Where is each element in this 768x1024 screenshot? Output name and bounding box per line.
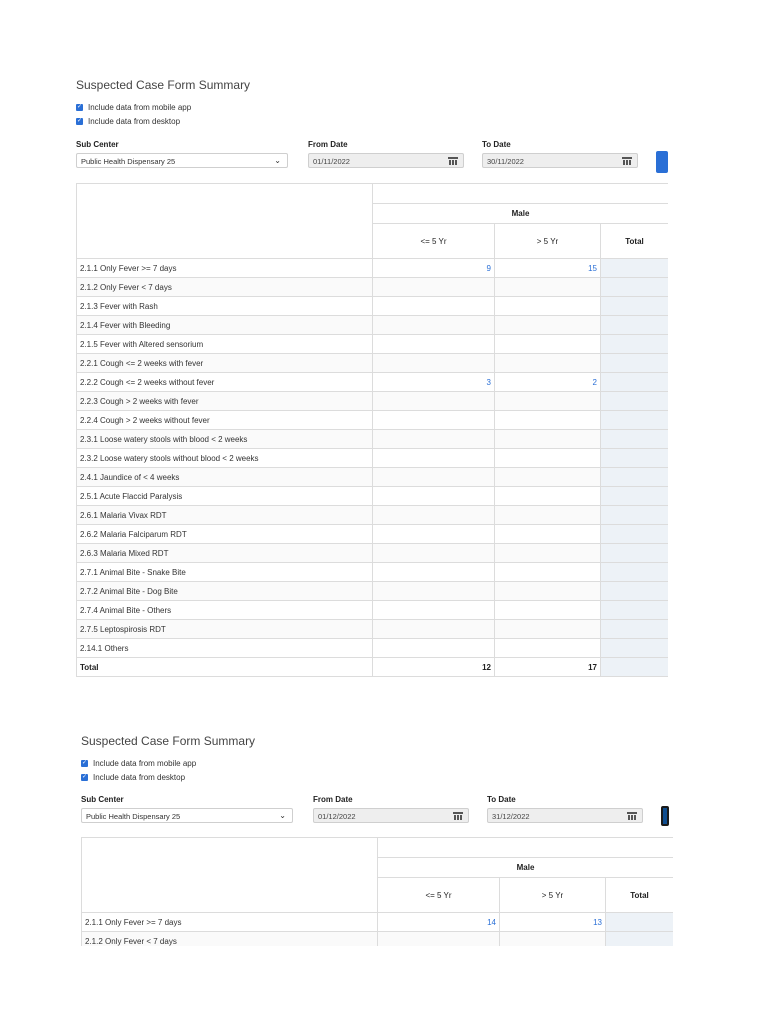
row-total-cell (606, 913, 674, 932)
row-label: 2.7.4 Animal Bite - Others (77, 601, 373, 620)
row-total-cell (606, 932, 674, 947)
sub-center-value: Public Health Dispensary 25 (81, 157, 176, 166)
row-total-cell (601, 297, 669, 316)
row-total-cell (601, 335, 669, 354)
table-row (77, 411, 669, 430)
sub-center-label: Sub Center (81, 795, 124, 804)
mobile-app-checkbox[interactable] (81, 759, 196, 768)
row-le5-cell (378, 932, 500, 947)
page-title: Suspected Case Form Summary (81, 734, 256, 748)
row-total-cell (601, 506, 669, 525)
row-le5-cell (373, 449, 495, 468)
row-gt5-cell (495, 430, 601, 449)
row-gt5-cell (495, 506, 601, 525)
row-gt5-cell (495, 601, 601, 620)
sub-center-select[interactable] (76, 153, 288, 168)
table-corner-cell (77, 184, 373, 259)
desktop-checkbox[interactable] (81, 773, 185, 782)
row-label: 2.6.3 Malaria Mixed RDT (77, 544, 373, 563)
summary-table (81, 837, 673, 946)
row-gt5-cell (495, 411, 601, 430)
column-header-le5: <= 5 Yr (378, 878, 500, 913)
total-gt5-cell: 17 (495, 658, 601, 677)
column-header-total: Total (606, 878, 674, 913)
row-label: 2.7.2 Animal Bite - Dog Bite (77, 582, 373, 601)
row-total-cell (601, 639, 669, 658)
row-gt5-cell (495, 316, 601, 335)
table-row (77, 601, 669, 620)
from-date-input[interactable] (308, 153, 464, 168)
chevron-down-icon: ⌄ (274, 156, 281, 165)
checkbox-checked-icon[interactable]: ✓ (81, 774, 88, 780)
summary-table (76, 183, 668, 677)
row-gt5-cell: 2 (495, 373, 601, 392)
from-date-label: From Date (308, 140, 348, 149)
row-gt5-cell (495, 354, 601, 373)
row-total-cell (601, 487, 669, 506)
table-row (82, 932, 674, 947)
to-date-value: 30/11/2022 (487, 157, 524, 166)
table-row (77, 525, 669, 544)
row-total-cell (601, 468, 669, 487)
sub-center-select[interactable] (81, 808, 293, 823)
row-le5-cell (373, 620, 495, 639)
row-label: 2.1.1 Only Fever >= 7 days (77, 259, 373, 278)
row-total-cell (601, 582, 669, 601)
row-gt5-cell: 13 (500, 913, 606, 932)
total-row (77, 658, 669, 677)
table-row (82, 913, 674, 932)
row-label: 2.3.1 Loose watery stools with blood < 2 weeks (77, 430, 373, 449)
row-gt5-cell (495, 639, 601, 658)
from-date-value: 01/11/2022 (313, 157, 350, 166)
row-le5-cell (373, 278, 495, 297)
row-label: 2.1.4 Fever with Bleeding (77, 316, 373, 335)
row-gt5-cell (495, 525, 601, 544)
table-row (77, 278, 669, 297)
row-gt5-cell (495, 563, 601, 582)
row-total-cell (601, 544, 669, 563)
to-date-label: To Date (482, 140, 511, 149)
row-total-cell (601, 449, 669, 468)
row-total-cell (601, 620, 669, 639)
row-label: 2.1.2 Only Fever < 7 days (82, 932, 378, 947)
to-date-value: 31/12/2022 (492, 812, 530, 821)
table-row (77, 335, 669, 354)
from-date-input[interactable] (313, 808, 469, 823)
table-row (77, 468, 669, 487)
row-gt5-cell (495, 487, 601, 506)
row-total-cell (601, 259, 669, 278)
report-panel-november (76, 76, 668, 702)
table-row (77, 259, 669, 278)
row-total-cell (601, 563, 669, 582)
row-le5-cell (373, 335, 495, 354)
table-header-spacer (378, 838, 674, 858)
table-row (77, 639, 669, 658)
table-row (77, 563, 669, 582)
row-total-cell (601, 392, 669, 411)
row-label: 2.6.1 Malaria Vivax RDT (77, 506, 373, 525)
sub-center-value: Public Health Dispensary 25 (86, 812, 181, 821)
row-gt5-cell (495, 335, 601, 354)
sub-center-label: Sub Center (76, 140, 119, 149)
row-total-cell (601, 601, 669, 620)
row-le5-cell (373, 468, 495, 487)
row-gt5-cell (495, 620, 601, 639)
chevron-down-icon: ⌄ (279, 811, 286, 820)
row-le5-cell (373, 316, 495, 335)
male-group-header: Male (378, 858, 674, 878)
row-label: 2.2.4 Cough > 2 weeks without fever (77, 411, 373, 430)
row-le5-cell: 3 (373, 373, 495, 392)
row-le5-cell (373, 392, 495, 411)
to-date-label: To Date (487, 795, 516, 804)
calendar-icon[interactable] (626, 811, 638, 821)
row-total-cell (601, 430, 669, 449)
row-label: 2.1.3 Fever with Rash (77, 297, 373, 316)
table-row (77, 506, 669, 525)
table-row (77, 297, 669, 316)
total-le5-cell: 12 (373, 658, 495, 677)
table-row (77, 430, 669, 449)
to-date-input[interactable] (487, 808, 643, 823)
row-le5-cell (373, 430, 495, 449)
table-corner-cell (82, 838, 378, 913)
table-row (77, 487, 669, 506)
calendar-icon[interactable] (452, 811, 464, 821)
checkbox-checked-icon[interactable]: ✓ (81, 760, 88, 766)
row-le5-cell: 14 (378, 913, 500, 932)
row-le5-cell (373, 506, 495, 525)
row-label: 2.7.5 Leptospirosis RDT (77, 620, 373, 639)
table-row (77, 449, 669, 468)
row-total-cell (601, 316, 669, 335)
row-le5-cell (373, 563, 495, 582)
calendar-icon[interactable] (447, 156, 459, 166)
row-gt5-cell (495, 544, 601, 563)
row-total-cell (601, 411, 669, 430)
row-le5-cell (373, 525, 495, 544)
calendar-icon[interactable] (621, 156, 633, 166)
row-gt5-cell (495, 297, 601, 316)
row-le5-cell (373, 544, 495, 563)
row-le5-cell: 9 (373, 259, 495, 278)
from-date-value: 01/12/2022 (318, 812, 356, 821)
table-body (77, 259, 669, 658)
row-total-cell (601, 278, 669, 297)
column-header-gt5: > 5 Yr (495, 224, 601, 259)
desktop-checkbox[interactable] (76, 117, 180, 126)
row-label: 2.5.1 Acute Flaccid Paralysis (77, 487, 373, 506)
page-title: Suspected Case Form Summary (76, 78, 251, 92)
male-group-header: Male (373, 204, 669, 224)
search-button[interactable] (661, 806, 669, 826)
row-le5-cell (373, 297, 495, 316)
row-le5-cell (373, 639, 495, 658)
row-label: 2.6.2 Malaria Falciparum RDT (77, 525, 373, 544)
row-le5-cell (373, 601, 495, 620)
column-header-total: Total (601, 224, 669, 259)
row-label: 2.2.3 Cough > 2 weeks with fever (77, 392, 373, 411)
column-header-le5: <= 5 Yr (373, 224, 495, 259)
row-label: 2.1.5 Fever with Altered sensorium (77, 335, 373, 354)
checkbox-label: Include data from mobile app (88, 103, 192, 112)
table-row (77, 544, 669, 563)
mobile-app-checkbox[interactable] (76, 103, 191, 112)
row-label: 2.14.1 Others (77, 639, 373, 658)
table-body (82, 913, 674, 947)
table-row (77, 582, 669, 601)
table-row (77, 354, 669, 373)
row-label: 2.4.1 Jaundice of < 4 weeks (77, 468, 373, 487)
checkbox-checked-icon[interactable]: ✓ (76, 118, 83, 124)
checkbox-label: Include data from desktop (88, 117, 181, 126)
row-total-cell (601, 525, 669, 544)
total-total-cell (601, 658, 669, 677)
row-label: 2.7.1 Animal Bite - Snake Bite (77, 563, 373, 582)
row-label: 2.1.2 Only Fever < 7 days (77, 278, 373, 297)
row-le5-cell (373, 354, 495, 373)
checkbox-label: Include data from desktop (93, 773, 186, 782)
row-total-cell (601, 354, 669, 373)
search-button[interactable] (656, 151, 668, 173)
row-label: 2.2.2 Cough <= 2 weeks without fever (77, 373, 373, 392)
row-le5-cell (373, 582, 495, 601)
table-row (77, 392, 669, 411)
row-gt5-cell (500, 932, 606, 947)
table-row (77, 316, 669, 335)
checkbox-checked-icon[interactable]: ✓ (76, 104, 83, 110)
table-row (77, 373, 669, 392)
row-gt5-cell (495, 278, 601, 297)
table-row (77, 620, 669, 639)
row-label: 2.3.2 Loose watery stools without blood < 2 weeks (77, 449, 373, 468)
row-label: 2.2.1 Cough <= 2 weeks with fever (77, 354, 373, 373)
table-header-spacer (373, 184, 669, 204)
row-label: 2.1.1 Only Fever >= 7 days (82, 913, 378, 932)
row-le5-cell (373, 411, 495, 430)
column-header-gt5: > 5 Yr (500, 878, 606, 913)
row-gt5-cell: 15 (495, 259, 601, 278)
row-gt5-cell (495, 582, 601, 601)
row-le5-cell (373, 487, 495, 506)
from-date-label: From Date (313, 795, 353, 804)
checkbox-label: Include data from mobile app (93, 759, 197, 768)
total-row-label: Total (77, 658, 373, 677)
report-panel-december (81, 732, 673, 946)
to-date-input[interactable] (482, 153, 638, 168)
row-gt5-cell (495, 468, 601, 487)
row-gt5-cell (495, 449, 601, 468)
row-total-cell (601, 373, 669, 392)
row-gt5-cell (495, 392, 601, 411)
